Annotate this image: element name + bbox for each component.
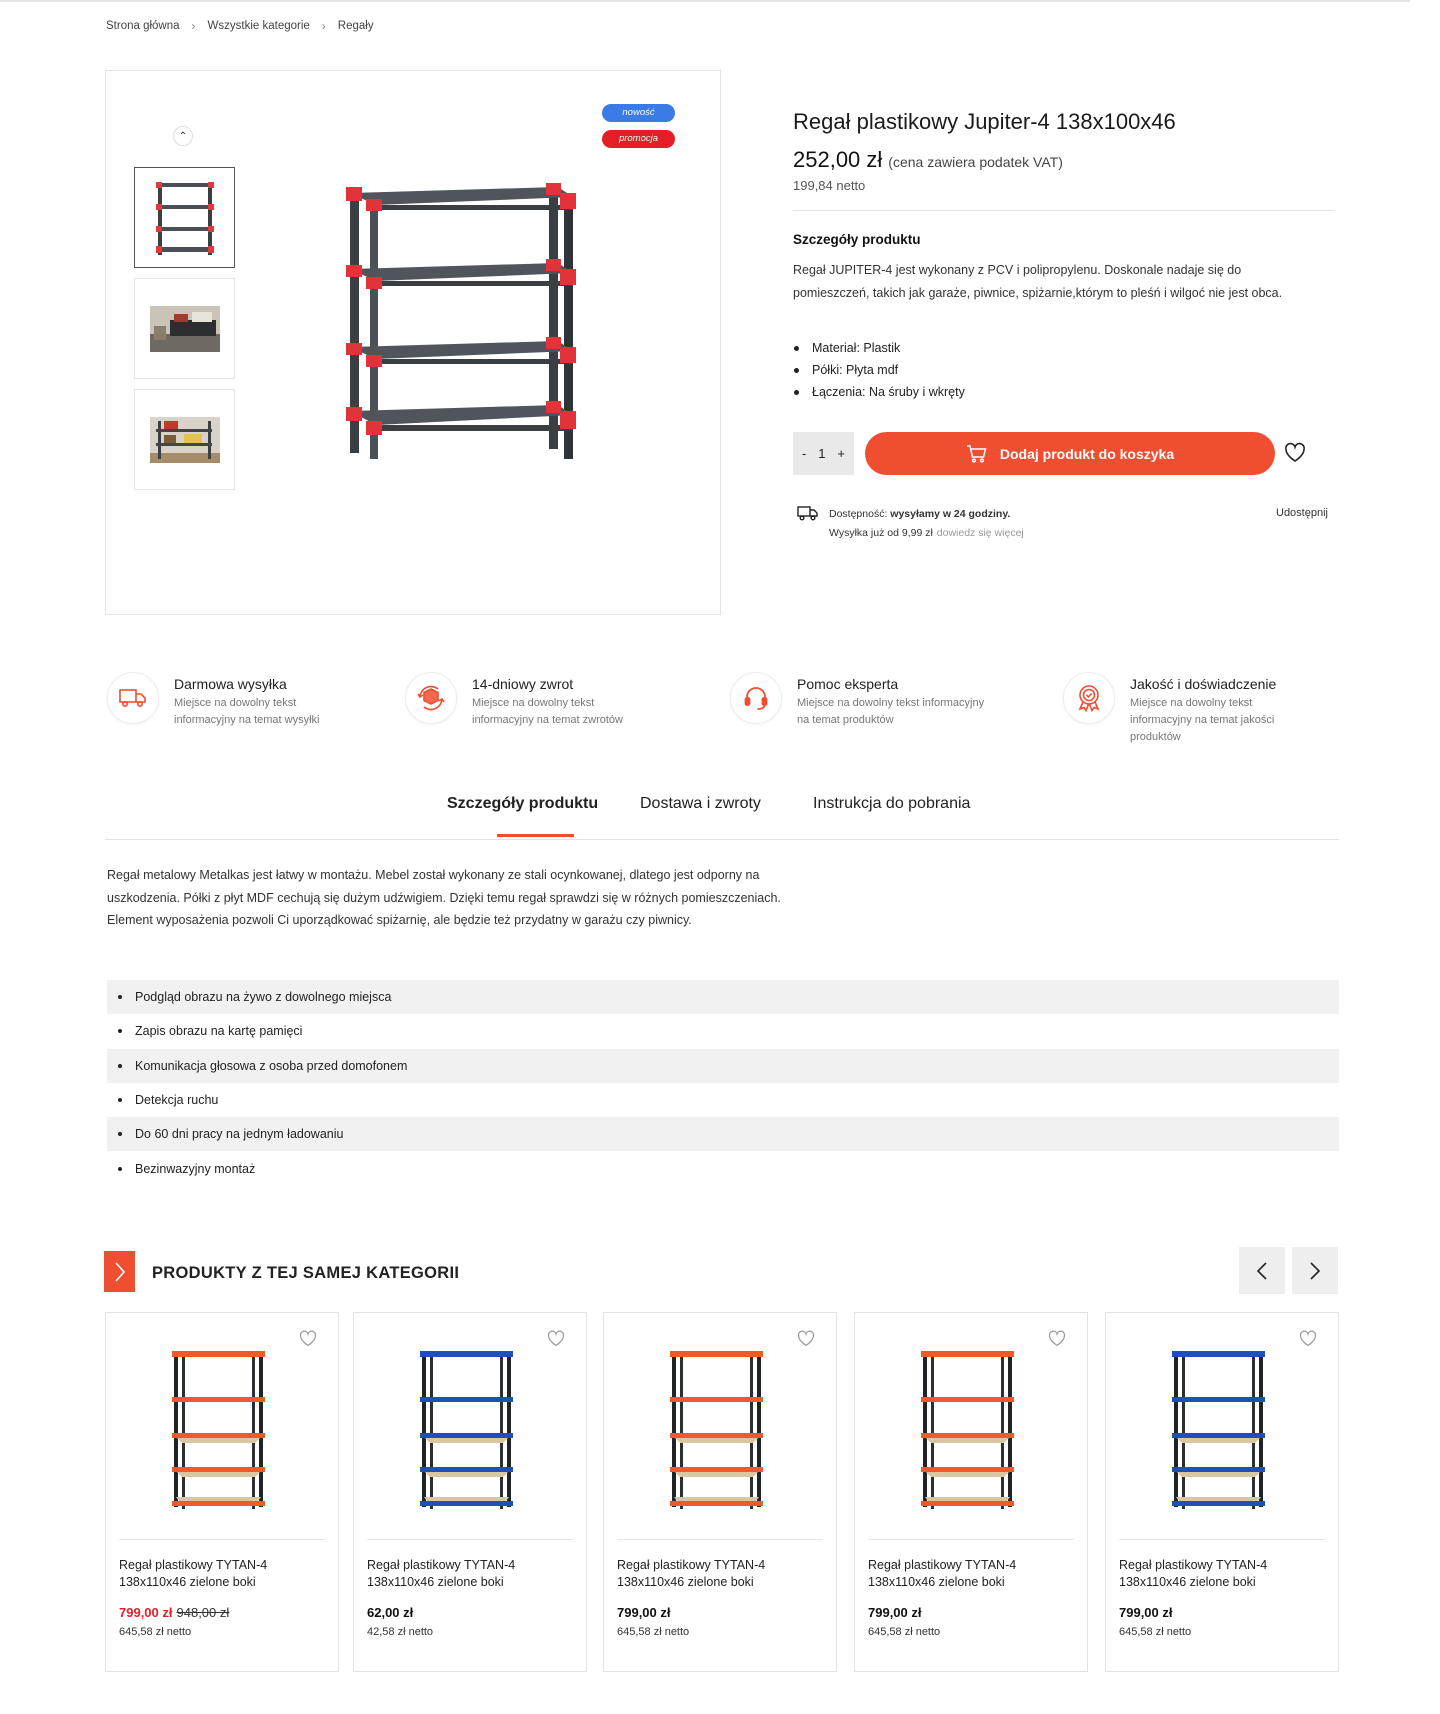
heart-icon[interactable] [298, 1329, 318, 1347]
promo-badge: promocja [602, 130, 675, 148]
feature-title: 14-dniowy zwrot [472, 676, 574, 692]
thumbnails-up-button[interactable]: ⌃ [173, 126, 193, 146]
list-item: Komunikacja głosowa z osoba przed domofonem [107, 1049, 1339, 1083]
product-card-name-line: 138x110x46 zielone boki [119, 1575, 256, 1589]
feature-expert-help [730, 672, 987, 729]
product-card-price [119, 1605, 229, 1620]
feature-returns [405, 672, 647, 729]
product-card-price [868, 1605, 922, 1620]
product-card-name-line: Regał plastikowy TYTAN-4 [868, 1558, 1017, 1572]
list-item: Zapis obrazu na kartę pamięci [107, 1014, 1339, 1048]
breadcrumb-categories[interactable]: Wszystkie kategorie [207, 20, 310, 32]
tab-description: Regał metalowy Metalkas jest łatwy w montażu. Mebel został wykonany ze stali ocynkowanej, dlatego jest odporny na uszkodzenia. Półki z płyt MDF cechują się dużym udźwigiem. Dzięki temu regał sprawdzi się w różnych pomieszczeniach. Element wyposażenia pozwoli Ci uporządkować spiżarnię, ale będzie też przydatny w garażu czy piwnicy. [107, 868, 781, 927]
truck-icon [107, 672, 159, 724]
product-card-netto: 645,58 zł netto [868, 1626, 941, 1638]
list-item: Do 60 dni pracy na jednym ładowaniu [107, 1117, 1339, 1151]
product-card-image [404, 1347, 529, 1512]
spec-list [793, 337, 965, 403]
return-box-icon [405, 672, 457, 724]
card-divider [1119, 1539, 1325, 1540]
product-price [793, 147, 1063, 173]
add-to-cart-label: Dodaj produkt do koszyka [999, 445, 1175, 462]
product-card-name-line: Regał plastikowy TYTAN-4 [367, 1558, 516, 1572]
price-value: 252,00 zł [793, 147, 883, 172]
product-card-name-line: Regał plastikowy TYTAN-4 [119, 1558, 268, 1572]
section-marker [104, 1251, 135, 1292]
tab-delivery[interactable]: Dostawa i zwroty [640, 795, 761, 812]
product-card-image [654, 1347, 779, 1512]
heart-icon[interactable] [546, 1329, 566, 1347]
product-card-netto: 645,58 zł netto [617, 1626, 690, 1638]
spec-item: Półki: Płyta mdf [793, 359, 965, 381]
list-item: Detekcja ruchu [107, 1083, 1339, 1117]
breadcrumb-current: Regały [337, 20, 374, 32]
feature-text: Miejsce na dowolny tekst informacyjny na temat produktów [797, 697, 985, 726]
product-card-name[interactable] [868, 1557, 1078, 1591]
product-main-image [334, 179, 594, 479]
product-card-name-line: 138x110x46 zielone boki [1119, 1575, 1256, 1589]
product-gallery [105, 70, 721, 615]
spec-item: Materiał: Plastik [793, 337, 965, 359]
product-description: Regał JUPITER-4 jest wykonany z PCV i polipropylenu. Doskonale nadaje się do pomieszczeń, takich jak garaże, piwnice, spiżarnie,którym to pleśń i wilgoć nie jest obca. [793, 263, 1283, 300]
spec-item: Łączenia: Na śruby i wkręty [793, 381, 965, 403]
feature-quality [1063, 672, 1310, 746]
chevron-right-icon: › [191, 19, 196, 33]
price-value: 799,00 zł [119, 1605, 173, 1620]
thumbnail-2[interactable] [134, 278, 235, 379]
new-badge: nowość [602, 104, 675, 122]
qty-plus-button[interactable]: + [837, 446, 846, 461]
vat-note: (cena zawiera podatek VAT) [888, 154, 1063, 170]
top-divider [0, 0, 1410, 2]
product-card-name[interactable] [119, 1557, 329, 1591]
tab-instructions[interactable]: Instrukcja do pobrania [813, 795, 971, 812]
carousel-next-button[interactable] [1292, 1247, 1338, 1294]
product-card-name[interactable] [367, 1557, 577, 1591]
card-divider [367, 1539, 573, 1540]
product-card[interactable] [603, 1312, 837, 1672]
truck-icon [797, 505, 819, 521]
heart-icon[interactable] [1047, 1329, 1067, 1347]
qty-value[interactable]: 1 [818, 446, 826, 461]
feature-title: Pomoc eksperta [797, 676, 899, 692]
divider [793, 210, 1334, 211]
chevron-left-icon [1257, 1262, 1267, 1280]
product-card-netto: 42,58 zł netto [367, 1626, 434, 1638]
headset-icon [730, 672, 782, 724]
product-card-name-line: 138x110x46 zielone boki [367, 1575, 504, 1589]
tab-details[interactable]: Szczegóły produktu [447, 795, 599, 812]
heart-icon[interactable] [796, 1329, 816, 1347]
product-card[interactable] [353, 1312, 587, 1672]
list-item: Bezinwazyjny montaż [107, 1151, 1339, 1185]
active-tab-indicator [497, 834, 574, 837]
product-card-price [367, 1605, 413, 1620]
feature-list [107, 980, 1339, 1186]
heart-icon[interactable] [1283, 441, 1307, 463]
breadcrumb-home[interactable]: Strona główna [106, 20, 180, 32]
product-card-name-line: Regał plastikowy TYTAN-4 [617, 1558, 766, 1572]
card-divider [868, 1539, 1074, 1540]
cart-icon [966, 445, 988, 463]
feature-title: Jakość i doświadczenie [1130, 676, 1277, 692]
shelf-thumbnail-image [154, 179, 216, 257]
thumbnail-1[interactable] [134, 167, 235, 268]
chevron-right-icon [114, 1261, 126, 1283]
availability-label: Dostępność: [829, 508, 888, 520]
feature-text: Miejsce na dowolny tekst informacyjny na temat wysyłki [174, 697, 320, 726]
product-card-price [1119, 1605, 1173, 1620]
feature-free-shipping [107, 672, 344, 729]
feature-title: Darmowa wysyłka [174, 676, 287, 692]
price-value: 799,00 zł [617, 1605, 671, 1620]
thumbnail-3[interactable] [134, 389, 235, 490]
product-card-name[interactable] [617, 1557, 827, 1591]
qty-minus-button[interactable]: - [801, 446, 807, 461]
price-value: 62,00 zł [367, 1605, 414, 1620]
feature-text: Miejsce na dowolny tekst informacyjny na temat zwrotów [472, 697, 623, 726]
product-card-netto: 645,58 zł netto [1119, 1626, 1192, 1638]
price-netto: 199,84 netto [793, 178, 866, 193]
carousel-prev-button[interactable] [1239, 1247, 1285, 1294]
breadcrumb [106, 19, 374, 33]
price-value: 799,00 zł [868, 1605, 922, 1620]
chevron-right-icon: › [321, 19, 326, 33]
details-heading: Szczegóły produktu [793, 232, 921, 247]
chevron-right-icon [1310, 1262, 1320, 1280]
shelf-photo-thumbnail-image [150, 417, 220, 463]
product-card[interactable] [854, 1312, 1088, 1672]
product-card[interactable] [1105, 1312, 1339, 1672]
old-price: 948,00 zł [176, 1605, 230, 1620]
product-card-name[interactable] [1119, 1557, 1329, 1591]
related-section-title: PRODUKTY Z TEJ SAMEJ KATEGORII [152, 1264, 460, 1282]
availability-value: wysyłamy w 24 godziny. [890, 508, 1011, 520]
product-card-name-line: 138x110x46 zielone boki [617, 1575, 754, 1589]
shipping-text: Wysyłka już od 9,99 zł [829, 527, 933, 539]
product-tabs [105, 790, 1339, 840]
product-card-image [1156, 1347, 1281, 1512]
product-card-name-line: 138x110x46 zielone boki [868, 1575, 1005, 1589]
garage-photo-thumbnail-image [150, 306, 220, 352]
product-card-netto: 645,58 zł netto [119, 1626, 192, 1638]
shipping-more-link[interactable]: dowiedz się więcej [936, 527, 1024, 539]
share-link[interactable]: Udostępnij [1276, 507, 1328, 519]
product-card-name-line: Regał plastikowy TYTAN-4 [1119, 1558, 1268, 1572]
add-to-cart-button[interactable] [865, 432, 1275, 475]
card-divider [119, 1539, 325, 1540]
feature-text: Miejsce na dowolny tekst informacyjny na temat jakości produktów [1130, 697, 1275, 743]
card-divider [617, 1539, 823, 1540]
product-card-price [617, 1605, 671, 1620]
product-title: Regał plastikowy Jupiter-4 138x100x46 [793, 109, 1176, 134]
product-card-image [156, 1347, 281, 1512]
price-value: 799,00 zł [1119, 1605, 1173, 1620]
award-icon [1063, 672, 1115, 724]
product-card-image [905, 1347, 1030, 1512]
quantity-stepper [793, 432, 854, 475]
availability-info [797, 505, 1024, 543]
product-card[interactable] [105, 1312, 339, 1672]
heart-icon[interactable] [1298, 1329, 1318, 1347]
list-item: Podgląd obrazu na żywo z dowolnego miejsca [107, 980, 1339, 1014]
